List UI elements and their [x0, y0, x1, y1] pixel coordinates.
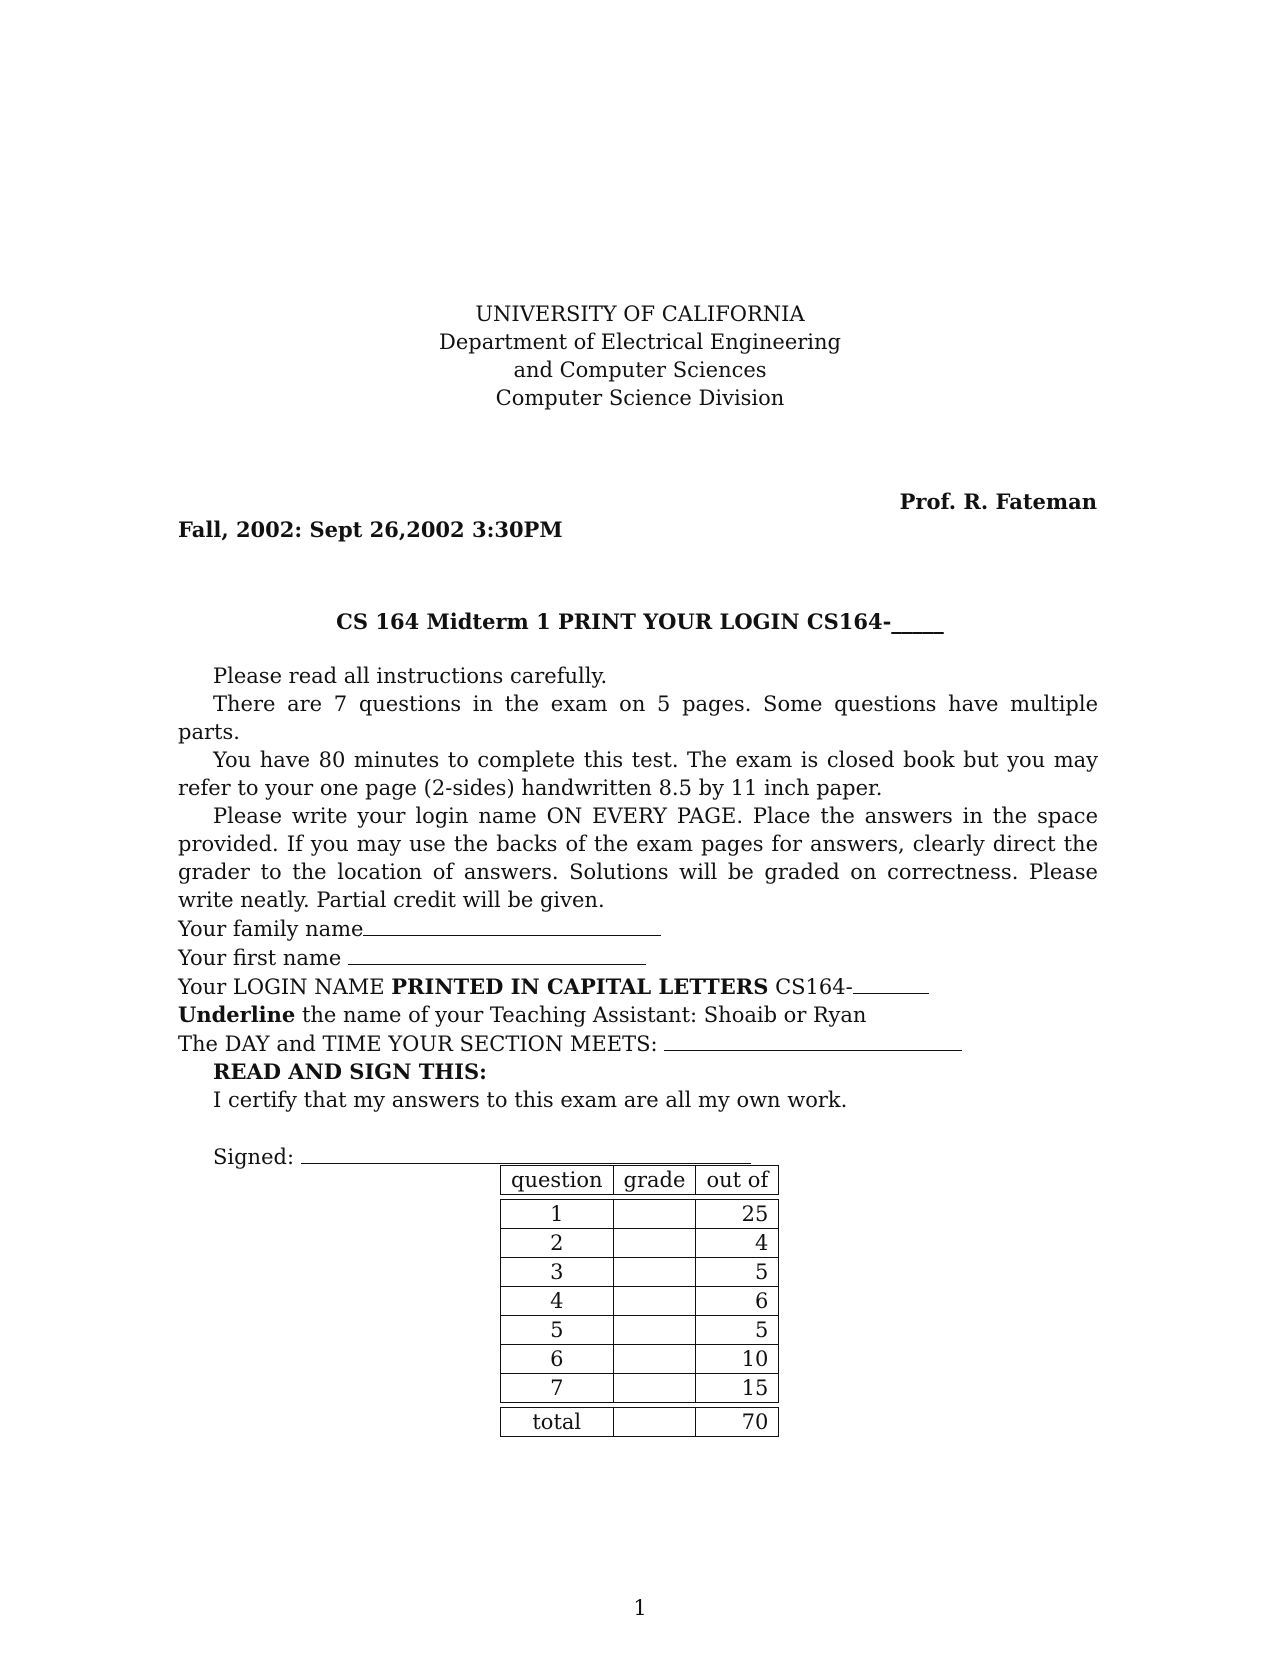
question-number: 3: [500, 1257, 613, 1286]
ta-emphasis: Underline: [178, 1002, 296, 1027]
table-row: [500, 1228, 779, 1257]
question-number: 5: [500, 1315, 613, 1344]
header-grade: grade: [613, 1165, 696, 1194]
instruction-login: Please write your login name ON EVERY PAGE. Place the answers in the space provided. If you may use the backs of the exam pages for answers, clearly direct the grader to the location of answers. Solutions will be graded on correctness. Please write neatly. Partial credit will be given.: [178, 804, 1098, 912]
total-label: total: [500, 1407, 613, 1437]
grade-table-header: [500, 1165, 779, 1194]
table-row: [500, 1286, 779, 1315]
max-points: 10: [695, 1344, 779, 1373]
login-row: [178, 972, 1098, 1001]
ta-row: [178, 1001, 1098, 1029]
institution-header: [0, 300, 1280, 412]
section-label: The DAY and TIME YOUR SECTION MEETS:: [178, 1032, 658, 1056]
instructions-block: [178, 662, 1098, 1171]
exam-title: CS 164 Midterm 1 PRINT YOUR LOGIN CS164-_____: [336, 609, 944, 634]
spacer: [178, 1114, 1098, 1142]
family-name-row: [178, 914, 1098, 943]
page-number: 1: [633, 1596, 647, 1620]
department-name: Department of Electrical Engineering: [439, 330, 841, 354]
signature-blank[interactable]: [301, 1142, 751, 1164]
university-name: UNIVERSITY OF CALIFORNIA: [475, 302, 805, 326]
table-row: [500, 1199, 779, 1228]
first-name-label: Your first name: [178, 946, 342, 970]
grade-table: [500, 1165, 779, 1437]
max-points: 25: [695, 1199, 779, 1228]
first-name-blank[interactable]: [348, 943, 646, 965]
sign-heading: READ AND SIGN THIS:: [213, 1059, 487, 1084]
question-number: 2: [500, 1228, 613, 1257]
question-number: 6: [500, 1344, 613, 1373]
signed-label: Signed:: [213, 1145, 295, 1169]
login-label: Your LOGIN NAME: [178, 975, 392, 999]
department-name-cont: and Computer Sciences: [513, 358, 767, 382]
question-number: 1: [500, 1199, 613, 1228]
header-out-of: out of: [695, 1165, 779, 1194]
family-name-label: Your family name: [178, 917, 364, 941]
instruction-time: You have 80 minutes to complete this test. The exam is closed book but you may refer to your one page (2-sides) handwritten 8.5 by 11 inch paper.: [178, 748, 1098, 800]
division-name: Computer Science Division: [495, 386, 785, 410]
grade-cell[interactable]: [613, 1315, 696, 1344]
login-prefix: CS164-: [768, 975, 853, 999]
section-blank[interactable]: [664, 1029, 962, 1051]
grade-cell[interactable]: [613, 1199, 696, 1228]
instruction-read: Please read all instructions carefully.: [213, 664, 608, 688]
question-number: 4: [500, 1286, 613, 1315]
table-row: [500, 1373, 779, 1402]
question-number: 7: [500, 1373, 613, 1402]
grade-cell[interactable]: [613, 1344, 696, 1373]
professor-name: Prof. R. Fateman: [899, 489, 1097, 514]
total-points: 70: [695, 1407, 779, 1437]
family-name-blank[interactable]: [363, 914, 661, 936]
grade-cell[interactable]: [613, 1373, 696, 1402]
max-points: 6: [695, 1286, 779, 1315]
max-points: 4: [695, 1228, 779, 1257]
first-name-row: [178, 943, 1098, 972]
max-points: 5: [695, 1315, 779, 1344]
grade-cell[interactable]: [613, 1286, 696, 1315]
login-blank[interactable]: [853, 972, 929, 994]
ta-text: the name of your Teaching Assistant: Shoaib or Ryan: [295, 1003, 867, 1027]
table-row: [500, 1257, 779, 1286]
login-emphasis: PRINTED IN CAPITAL LETTERS: [391, 974, 769, 999]
certify-statement: I certify that my answers to this exam are all my own work.: [213, 1088, 848, 1112]
header-question: question: [500, 1165, 613, 1194]
total-grade-cell[interactable]: [613, 1407, 696, 1437]
total-row: [500, 1407, 779, 1437]
table-row: [500, 1344, 779, 1373]
term-date: Fall, 2002: Sept 26,2002 3:30PM: [178, 517, 563, 542]
max-points: 15: [695, 1373, 779, 1402]
section-row: [178, 1029, 1098, 1058]
instruction-questions: There are 7 questions in the exam on 5 pages. Some questions have multiple parts.: [178, 692, 1098, 744]
grade-cell[interactable]: [613, 1257, 696, 1286]
table-row: [500, 1315, 779, 1344]
max-points: 5: [695, 1257, 779, 1286]
grade-cell[interactable]: [613, 1228, 696, 1257]
